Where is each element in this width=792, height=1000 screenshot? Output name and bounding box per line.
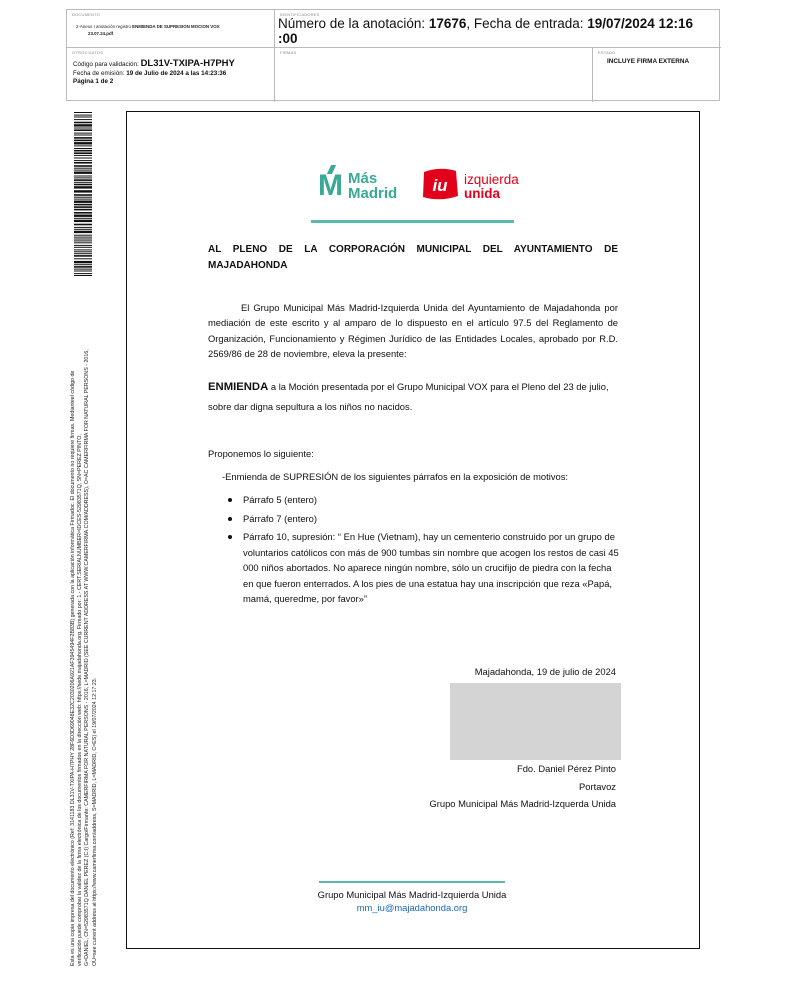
otros-datos-cell xyxy=(67,48,275,102)
place-date: Majadahonda, 19 de julio de 2024 xyxy=(474,666,616,677)
list-item: Párrafo 10, supresión: “ En Hue (Vietnam), hay un cementerio construido por un grupo de voluntarios católicos con más de 900 tumbas sin nombre que acogen los restos de casi 45 000 niños abortados. No aparece ningún nombre, sólo un crucifijo de piedra con la fecha en que fueron enterrados. A los pies de una estatua hay una inscripción que reza «Papá, mamá, queredme, por favor»” xyxy=(226,529,620,607)
iu-emblem-icon xyxy=(420,166,460,202)
anotacion-text: Número de la anotación: 17676, Fecha de entrada: 19/07/2024 12:16 :00 xyxy=(278,16,694,46)
signer-name: Fdo. Daniel Pérez Pinto xyxy=(516,763,616,774)
signer-group: Grupo Municipal Más Madrid-Izquerda Unida xyxy=(429,798,616,809)
intro-paragraph: El Grupo Municipal Más Madrid-Izquierda Unida del Ayuntamiento de Majadahonda por mediación de este escrito y al amparo de lo dispuesto en el artículo 97.5 del Reglamento de Organización, Funcionamiento y Régimen Jurídico de las Entidades Locales, aprobado por R.D. 2569/86 de 28 de noviembre, eleva la presente: xyxy=(208,302,618,359)
izquierda-unida-logo xyxy=(420,164,520,204)
signature-placeholder xyxy=(450,683,621,760)
footer-email-link[interactable]: mm_iu@majadahonda.org xyxy=(356,902,468,913)
list-item: Párrafo 5 (entero) xyxy=(226,492,620,508)
svg-text:iu: iu xyxy=(432,176,448,195)
logo-divider xyxy=(311,220,514,223)
side-line: Esta es una copia impresa del documento electrónico (Ref: 3141183 DL31V-TXIPA-H7PHY 28F6D3D69048E32C2030206A921AF3945494F2B83B) generada con la aplicación informática Firmadoc. El documento no requiere firmas. Medianteel código de xyxy=(70,370,76,966)
documento-name: 2-Anexo I anotación registro ENMIENDA DE SUPRESION MOCION VOX 23.07.24.pdf xyxy=(76,24,220,36)
documento-cell xyxy=(67,10,275,48)
documento-label: DOCUMENTO xyxy=(72,12,100,17)
list-item: Párrafo 7 (entero) xyxy=(226,511,620,527)
otros-text: Código para validación: DL31V-TXIPA-H7PHY Fecha de emisión: 19 de Julio de 2024 a las 14:23:36 Página 1 de 2 xyxy=(73,58,235,86)
estado-label: ESTADO xyxy=(598,50,616,55)
side-line: OU=see current address at https://www.camerfirma.com/address, S=MADRID, L=MADRID, C=ES) el 19/07/2024 12:17:23. xyxy=(91,677,98,966)
barcode-icon xyxy=(74,112,92,276)
estado-cell xyxy=(593,48,721,102)
validation-code: DL31V-TXIPA-H7PHY xyxy=(140,58,235,69)
enmienda-paragraph: ENMIENDA a la Moción presentada por el Grupo Municipal VOX para el Pleno del 23 de julio, sobre dar digna sepultura a los niños no nacidos. xyxy=(208,381,609,412)
document-header xyxy=(66,9,720,101)
proponemos-text: Proponemos lo siguiente: xyxy=(208,448,314,459)
side-verification-text xyxy=(70,276,99,966)
signer-role: Portavoz xyxy=(579,780,616,792)
identificadores-cell xyxy=(275,10,721,48)
firmas-label: FIRMAS xyxy=(280,50,297,55)
footer-group: Grupo Municipal Más Madrid-Izquierda Unida xyxy=(317,889,507,900)
page-count: Página 1 de 2 xyxy=(73,78,114,86)
estado-value: INCLUYE FIRMA EXTERNA xyxy=(607,58,690,65)
firmas-cell xyxy=(275,48,593,102)
document-title: AL PLENO DE LA CORPORACIÓN MUNICIPAL DEL AYUNTAMIENTO DE MAJADAHONDA xyxy=(208,244,618,271)
side-line: verificación puede comprobar la validez de la firma electrónica de los documentos firmados en la dirección web: https://sede.majadahonda.org. Firmado por: 1.- CERT.SERIALNUMBER=IDCES-52983571Q, SN=PEREZ PINTO, xyxy=(77,434,84,966)
mas-madrid-logo xyxy=(318,167,410,201)
mas-madrid-m-icon: M xyxy=(318,169,343,202)
footer-divider xyxy=(319,881,505,883)
otros-label: OTROS DATOS xyxy=(72,50,103,55)
iu-wordmark: izquierda unida xyxy=(464,172,519,201)
identificadores-label: IDENTIFICADORES xyxy=(280,12,320,17)
enmienda-supresion-text: -Enmienda de SUPRESIÓN de los siguientes párrafos en la exposición de motivos: xyxy=(222,471,569,482)
mas-madrid-wordmark: Más Madrid xyxy=(348,170,398,202)
signature-block xyxy=(392,760,616,813)
side-line: G=DANIEL, CN=52983571Q DANIEL PEREZ (C:I) Cargo/Firmante: CAMERFIRMA FOR NATURAL PERSONS - 2016, L=MADRID (SEE CURRENT ADDRESS AT WWW.CAMERFIRMA.COM/ADDRESS), O=AC CAMERFIRMA FOR NATURAL PERSONS - 2016, xyxy=(84,349,91,966)
bullet-list xyxy=(226,492,620,610)
